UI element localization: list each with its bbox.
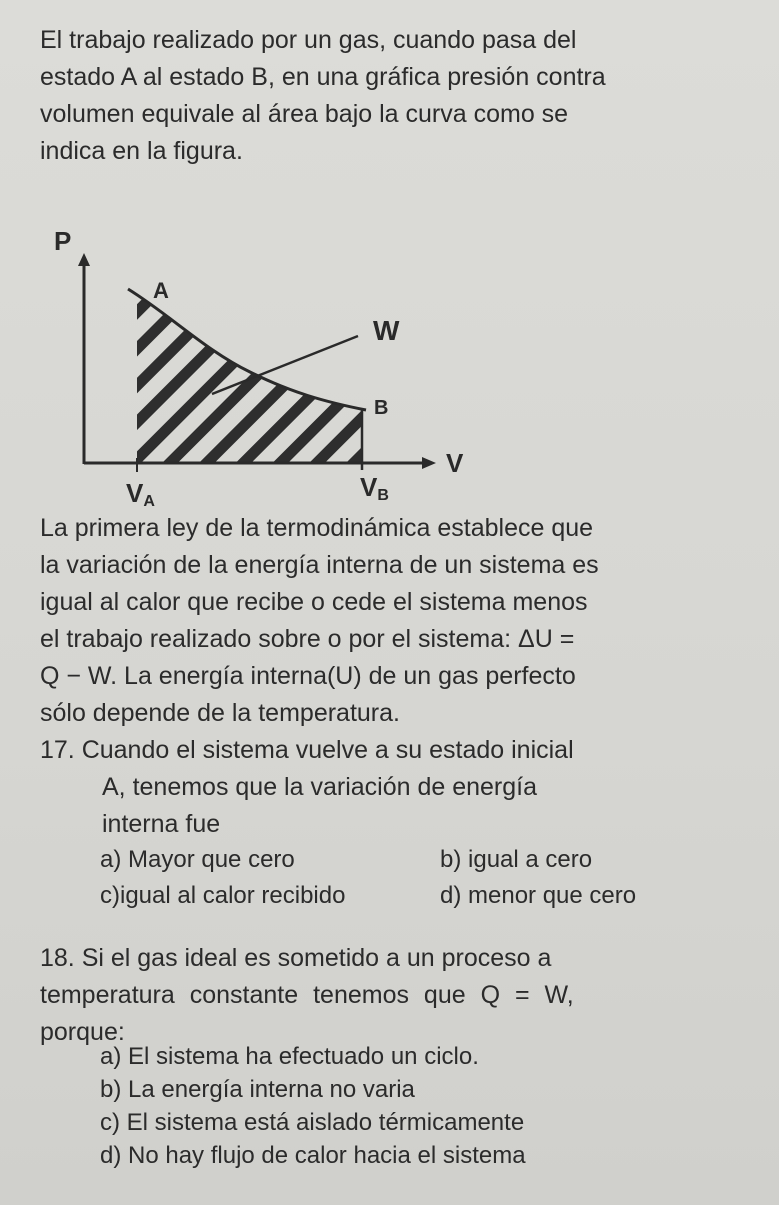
law-line: Q − W. La energía interna(U) de un gas perfecto: [40, 662, 576, 690]
intro-line: volumen equivale al área bajo la curva como se: [40, 100, 569, 128]
work-label: W: [373, 315, 400, 346]
question-17-line: 17. Cuando el sistema vuelve a su estado inicial: [40, 736, 574, 764]
x-axis-arrow: [422, 457, 436, 469]
q18-option-d[interactable]: d) No hay flujo de calor hacia el sistema: [100, 1142, 526, 1169]
intro-line: estado A al estado B, en una gráfica presión contra: [40, 63, 606, 91]
law-line: La primera ley de la termodinámica establece que: [40, 514, 594, 542]
v-axis-label: V: [446, 448, 464, 478]
first-law-paragraph: [40, 510, 730, 732]
question-18: [40, 940, 730, 1051]
q18-option-c[interactable]: c) El sistema está aislado térmicamente: [100, 1109, 525, 1136]
p-axis-label: P: [54, 226, 72, 256]
q18-options: [100, 1040, 526, 1172]
question-17-line: A, tenemos que la variación de energía: [102, 773, 537, 801]
y-axis-arrow: [78, 253, 90, 266]
law-line: la variación de la energía interna de un sistema es: [40, 551, 599, 579]
question-18-line: porque:: [40, 1018, 125, 1046]
question-18-line: 18. Si el gas ideal es sometido a un proceso a: [40, 944, 552, 972]
va-label: VA: [126, 478, 155, 510]
point-a-label: A: [153, 278, 169, 303]
q18-option-a[interactable]: a) El sistema ha efectuado un ciclo.: [100, 1043, 479, 1070]
question-17: [40, 732, 730, 843]
law-line: el trabajo realizado sobre o por el sistema: ΔU =: [40, 625, 575, 653]
intro-line: El trabajo realizado por un gas, cuando pasa del: [40, 26, 577, 54]
q17-option-d[interactable]: d) menor que cero: [440, 882, 637, 909]
question-17-line: interna fue: [102, 810, 221, 838]
q17-option-c[interactable]: c)igual al calor recibido: [100, 882, 346, 909]
vb-label: VB: [360, 472, 389, 504]
q18-option-b[interactable]: b) La energía interna no varia: [100, 1076, 415, 1103]
law-line: igual al calor que recibe o cede el sistema menos: [40, 588, 588, 616]
question-18-line: temperatura constante tenemos que Q = W,: [40, 981, 574, 1009]
point-b-label: B: [374, 397, 389, 419]
q17-option-a[interactable]: a) Mayor que cero: [100, 846, 295, 873]
intro-line: indica en la figura.: [40, 137, 243, 165]
shaded-work-area: [130, 280, 370, 470]
pv-diagram: [0, 0, 779, 510]
q17-option-b[interactable]: b) igual a cero: [440, 846, 593, 873]
law-line: sólo depende de la temperatura.: [40, 699, 400, 727]
